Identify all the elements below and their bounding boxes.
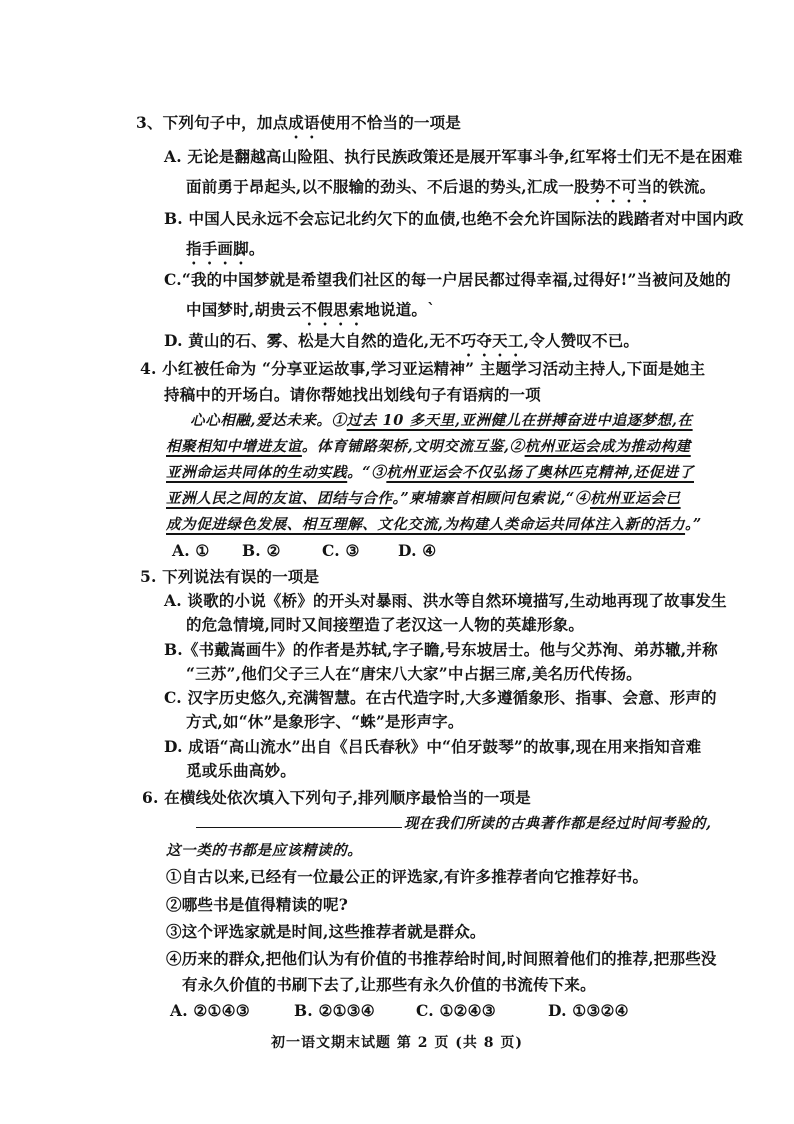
q3-option-a-line1: A. 无论是翻越高山险阻、执行民族政策还是展开军事斗争,红军将士们无不是在困难 [164, 147, 743, 166]
q4-stem-line1: 4. 小红被任命为 “分享亚运故事,学习亚运精神” 主题学习活动主持人,下面是她主 [140, 359, 706, 378]
q5-option-a-line1: A. 谈歌的小说《桥》的开头对暴雨、洪水等自然环境描写,生动地再现了故事发生 [164, 591, 727, 610]
q3-stem-dot: 成语 [288, 113, 320, 132]
q3-option-b-line1: B. 中国人民永远不会忘记北约欠下的血债,也绝不会允许国际法的践踏者对中国内政 [164, 209, 744, 228]
q4-p4-underline: 亚洲人民之间的友谊、团结与合作 [166, 490, 393, 507]
q6-sentence-1: ①自古以来,已经有一位最公正的评选家,有许多推荐者向它推荐好书。 [166, 867, 649, 886]
q5-option-a-line2: 的危急情境,同时又间接塑造了老汉这一人物的英雄形象。 [186, 615, 585, 634]
q6-option-c[interactable]: C. ①②④③ [416, 1001, 496, 1020]
q3-stem [136, 110, 461, 142]
q4-p2-underline2: 杭州亚运会成为推动构建 [524, 438, 691, 455]
q3-d-text: D. 黄山的石、雾、松是大自然的造化,无不 [164, 331, 461, 350]
q3-b-idiom: 指手画脚 [186, 239, 249, 258]
q4-p4-text: 。”柬埔寨首相顾问包索说,“④ [392, 490, 590, 507]
q6-sentence-2: ②哪些书是值得精读的呢? [166, 895, 348, 914]
q4-stem-line2: 持稿中的开场白。请你帮她找出划线句子有语病的一项 [164, 385, 541, 404]
q6-sentence-4-line1: ④历来的群众,把他们认为有价值的书推荐给时间,时间照着他们的推荐,把那些没 [166, 949, 717, 968]
q4-passage-line4 [166, 486, 681, 512]
q6-option-d[interactable]: D. ①③②④ [548, 1001, 629, 1020]
q3-option-c-line1: C.“我的中国梦就是希望我们社区的每一户居民都过得幸福,过得好!”当被问及她的 [164, 270, 731, 289]
q3-a-idiom: 势不可当 [589, 177, 653, 196]
q6-option-b[interactable]: B. ②①③④ [294, 1001, 375, 1020]
q4-p4-underline2: 杭州亚运会已 [589, 490, 681, 507]
q6-passage-text: 现在我们所读的古典著作都是经过时间考验的, [404, 815, 712, 832]
q6-sentence-4-line2: 有永久价值的书刷下去了,让那些有永久价值的书流传下来。 [182, 975, 596, 994]
q4-p1-text: 心心相融,爱达未来。① [190, 412, 347, 429]
q3-d-idiom: 巧夺天工 [460, 331, 524, 350]
page-footer: 初一语文期末试题 第 2 页 (共 8 页) [271, 1035, 523, 1051]
q3-c-tail: 地说道。` [364, 300, 436, 319]
q5-option-b-line2: “三苏”,他们父子三人在“唐宋八大家”中占据三席,美名历代传扬。 [186, 664, 642, 683]
q4-passage-line5 [166, 512, 702, 538]
q4-options [172, 538, 472, 564]
q4-p1-underline: 过去 10 多天里,亚洲健儿在拼搏奋进中追逐梦想,在 [346, 412, 693, 429]
q5-option-d-line2: 觅或乐曲高妙。 [186, 761, 296, 780]
q3-a-tail: 的铁流。 [652, 177, 716, 196]
q6-fill-blank[interactable] [196, 813, 402, 828]
q6-options [170, 998, 650, 1024]
q3-c-idiom: 不假思索 [301, 300, 365, 319]
q4-p3-text: 。“③ [347, 464, 387, 481]
q6-passage-line2: 这一类的书都是应该精读的。 [166, 842, 363, 859]
q3-d-tail: ,令人赞叹不已。 [523, 331, 640, 350]
q5-option-d-line1: D. 成语“高山流水”出自《吕氏春秋》中“伯牙鼓琴”的故事,现在用来指知音难 [164, 737, 702, 756]
q3-c-text: 中国梦时,胡贵云 [186, 300, 302, 319]
q5-option-c-line2: 方式,如“休”是象形字、“蛛”是形声字。 [186, 712, 464, 731]
q4-p5-underline: 成为促进绿色发展、相互理解、文化交流,为构建人类命运共同体注入新的活力 [166, 516, 686, 533]
q5-option-b-line1: B.《书戴嵩画牛》的作者是苏轼,字子瞻,号东坡居士。他与父苏洵、弟苏辙,并称 [164, 640, 718, 659]
q3-stem-pre: 3、下列句子中，加点 [136, 113, 289, 132]
q4-p2-underline: 相聚相知中增进友谊 [166, 438, 302, 455]
q4-p3-underline2: 杭州亚运会不仅弘扬了奥林匹克精神,还促进了 [386, 464, 694, 481]
q6-stem: 6. 在横线处依次填入下列句子,排列顺序最恰当的一项是 [142, 788, 531, 807]
q4-option-d[interactable]: D. ④ [398, 541, 437, 560]
q6-option-a[interactable]: A. ②①④③ [170, 1001, 250, 1020]
q3-option-a-line2 [186, 174, 715, 206]
q5-stem: 5. 下列说法有误的一项是 [140, 567, 320, 586]
q6-passage-line1 [196, 811, 712, 837]
q3-option-c-line2 [186, 297, 435, 329]
q3-option-b-line2 [186, 236, 265, 268]
q4-option-c[interactable]: C. ③ [322, 541, 360, 560]
q3-b-tail: 。 [248, 239, 265, 258]
q4-option-b[interactable]: B. ② [242, 541, 281, 560]
q4-p5-text: 。” [685, 516, 702, 533]
q6-sentence-3: ③这个评选家就是时间,这些推荐者就是群众。 [166, 922, 486, 941]
q4-passage-line3 [166, 460, 694, 486]
q4-option-a[interactable]: A. ① [172, 541, 210, 560]
q4-passage-line2 [166, 434, 691, 460]
q3-stem-post: 使用不恰当的一项是 [319, 113, 462, 132]
q4-p3-underline: 亚洲命运共同体的生动实践 [166, 464, 348, 481]
q3-a-text: 面前勇于昂起头,以不服输的劲头、不后退的势头,汇成一股 [186, 177, 590, 196]
q5-option-c-line1: C. 汉字历史悠久,充满智慧。在古代造字时,大多遵循象形、指事、会意、形声的 [164, 688, 717, 707]
q4-passage-line1 [190, 408, 693, 434]
q4-p2-text: 。体育铺路架桥,文明交流互鉴,② [301, 438, 525, 455]
